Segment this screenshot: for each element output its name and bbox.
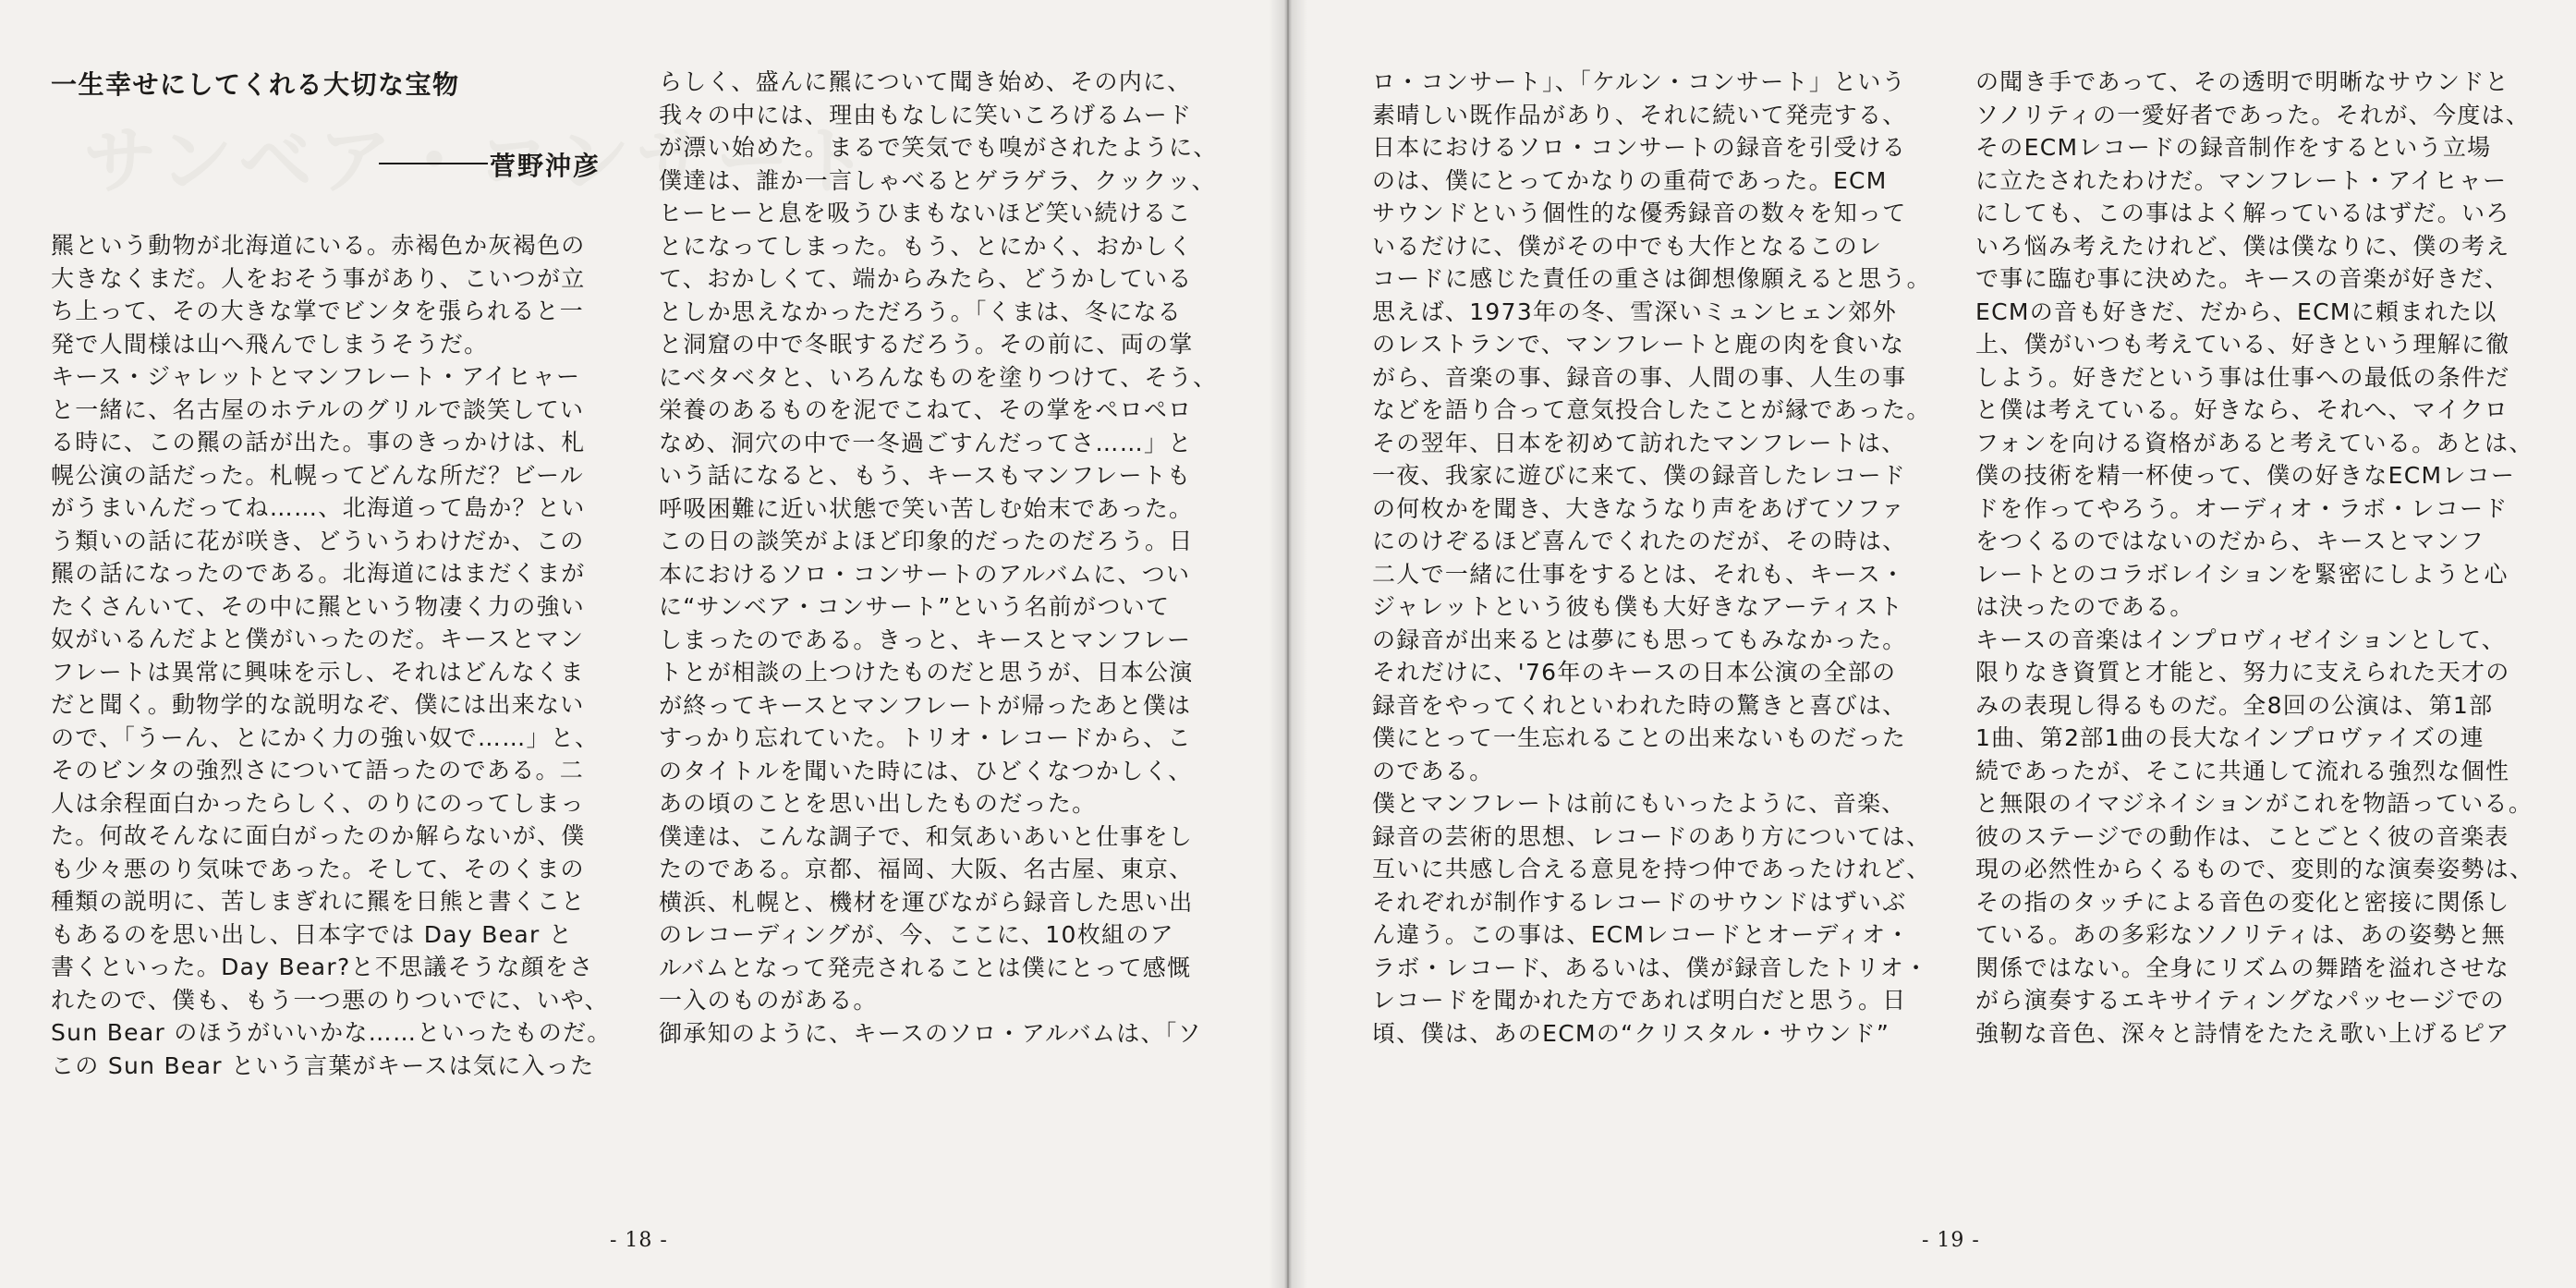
- text-line: いう話になると、もう、キースもマンフレートも: [659, 462, 1192, 489]
- text-line: などを語り合って意気投合したことが縁であった。: [1372, 396, 1931, 423]
- text-line: 現の必然性からくるもので、変則的な演奏姿勢は、: [1975, 856, 2534, 882]
- text-line: に“サンベア・コンサート”という名前がついて: [659, 593, 1171, 620]
- text-line: の何枚かを聞き、大きなうなり声をあげてソファ: [1372, 494, 1906, 522]
- text-line: みの表現し得るものだ。全8回の公演は、第1部: [1975, 691, 2494, 719]
- text-line: 続であったが、そこに共通して流れる強烈な個性: [1975, 757, 2510, 784]
- text-line: とになってしまった。もう、とにかく、おかしく: [659, 232, 1194, 260]
- text-line: 関係ではない。全身にリズムの舞踏を溢れさせな: [1975, 954, 2510, 981]
- text-line: しまったのである。きっと、キースとマンフレー: [659, 626, 1192, 653]
- text-line: う類いの話に花が咲き、どういうわけだか、この: [51, 527, 585, 554]
- text-line: がら演奏するエキサイティングなパッセージでの: [1975, 987, 2505, 1014]
- author-dash-rule: [379, 163, 488, 164]
- left-column-2: [659, 66, 1218, 1050]
- text-line: ヒーヒーと息を吸うひまもないほど笑い続けるこ: [659, 200, 1192, 226]
- text-line: もあるのを思い出し、日本字では Day Bear と: [51, 920, 574, 948]
- text-line: た。何故そんなに面白がったのか解らないが、僕: [51, 822, 586, 849]
- text-line: て、おかしくて、端からみたら、どうかしている: [659, 265, 1193, 292]
- left-column-1: [51, 229, 612, 1082]
- text-line: がうまいんだってね……、北海道って島か？とい: [51, 494, 586, 521]
- text-line: で事に臨む事に決めた。キースの音楽が好きだ、: [1975, 265, 2509, 292]
- text-line: の録音が出来るとは夢にも思ってもみなかった。: [1372, 626, 1907, 653]
- text-line: 日本におけるソロ・コンサートの録音を引受ける: [1372, 134, 1907, 161]
- text-line: ECMの音も好きだ、だから、ECMに頼まれた以: [1975, 298, 2497, 325]
- text-line: フォンを向ける資格があると考えている。あとは、: [1975, 429, 2533, 456]
- text-line: も少々悪のり気味であった。そして、そのくまの: [51, 855, 585, 882]
- text-line: 録音の芸術的思想、レコードのあり方については、: [1372, 822, 1931, 850]
- text-line: 御承知のように、キースのソロ・アルバムは、「ソ: [659, 1019, 1202, 1047]
- text-line: ラボ・レコード、あるいは、僕が録音したトリオ・: [1372, 954, 1929, 981]
- text-line: ロ・コンサート」、「ケルン・コンサート」という: [1372, 68, 1907, 95]
- text-line: 本におけるソロ・コンサートのアルバムに、つい: [659, 560, 1191, 588]
- text-line: のである。: [1372, 757, 1494, 784]
- text-line: 種類の説明に、苦しまぎれに羆を日熊と書くこと: [51, 888, 586, 915]
- text-line: なめ、洞穴の中で一冬過ごすんだってさ……」と: [659, 429, 1193, 456]
- author-name: 菅野沖彦: [490, 151, 601, 181]
- text-line: 幌公演の話だった。札幌ってどんな所だ？ビール: [51, 461, 585, 489]
- text-line: のタイトルを聞いた時には、ひどくなつかしく、: [659, 757, 1193, 784]
- text-line: ジャレットという彼も僕も大好きなアーティスト: [1372, 593, 1904, 620]
- text-line: 僕達は、誰か一言しゃべるとゲラゲラ、クックッ、: [659, 166, 1216, 194]
- text-line: キース・ジャレットとマンフレート・アイヒャー: [51, 363, 581, 390]
- text-line: の聞き手であって、その透明で明晰なサウンドと: [1975, 68, 2509, 95]
- text-line: と無限のイマジネイションがこれを物語っている。: [1975, 790, 2533, 817]
- text-line: が漂い始めた。まるで笑気でも嗅がされたように、: [659, 134, 1218, 161]
- text-line: コードに感じた責任の重さは御想像願えると思う。: [1372, 265, 1931, 292]
- text-line: が終ってキースとマンフレートが帰ったあと僕は: [659, 691, 1192, 719]
- text-line: いろ悩み考えたけれど、僕は僕なりに、僕の考え: [1975, 232, 2510, 260]
- text-line: と僕は考えている。好きなら、それへ、マイクロ: [1975, 396, 2509, 423]
- text-line: 限りなき資質と才能と、努力に支えられた天才の: [1975, 659, 2510, 686]
- text-line: だと聞く。動物学的な説明なぞ、僕には出来ない: [51, 691, 585, 718]
- text-line: あの頃のことを思い出したものだった。: [659, 790, 1097, 817]
- text-line: 一夜、我家に遊びに来て、僕の録音したレコード: [1372, 462, 1907, 489]
- text-line: ので、「うーん、とにかく力の強い奴で……」と、: [51, 723, 600, 751]
- text-line: 頃、僕は、あのECMの“クリスタル・サウンド”: [1372, 1019, 1890, 1047]
- text-line: 彼のステージでの動作は、ことごとく彼の音楽表: [1975, 822, 2509, 850]
- text-line: のレストランで、マンフレートと鹿の肉を食いな: [1372, 331, 1905, 358]
- text-line: 書くといった。Day Bear?と不思議そうな顔をさ: [51, 954, 594, 980]
- text-line: 上、僕がいつも考えている、好きという理解に徹: [1975, 331, 2510, 358]
- text-line: たのである。京都、福岡、大阪、名古屋、東京、: [659, 856, 1194, 882]
- left-page: [0, 0, 1287, 1288]
- book-spine-gutter: [1269, 0, 1307, 1288]
- text-line: と洞窟の中で冬眠するだろう。その前に、両の掌: [659, 331, 1194, 358]
- text-line: 発で人間様は山へ飛んでしまうそうだ。: [51, 330, 489, 358]
- text-line: をつくるのではないのだから、キースとマンフ: [1975, 528, 2485, 554]
- text-line: 羆の話になったのである。北海道にはまだくまが: [51, 560, 586, 587]
- text-line: 横浜、札幌と、機材を運びながら録音した思い出: [659, 888, 1194, 916]
- page-number-left: - 18 -: [610, 1229, 668, 1252]
- text-line: 僕にとって一生忘れることの出来ないものだった: [1372, 724, 1907, 751]
- text-line: ソノリティの一愛好者であった。それが、今度は、: [1975, 101, 2531, 128]
- text-line: に立たされたわけだ。マンフレート・アイヒャー: [1975, 166, 2508, 194]
- text-line: にベタベタと、いろんなものを塗りつけて、そう、: [659, 363, 1218, 391]
- text-line: にしても、この事はよく解っているはずだ。いろ: [1975, 200, 2510, 226]
- essay-title: 一生幸せにしてくれる大切な宝物: [51, 69, 460, 100]
- text-line: 我々の中には、理由もなしに笑いころげるムード: [659, 101, 1193, 128]
- text-line: れたので、僕も、もう一つ悪のりついでに、いや、: [51, 986, 609, 1014]
- text-line: ている。あの多彩なソノリティは、あの姿勢と無: [1975, 921, 2507, 948]
- text-line: 思えば、1973年の冬、雪深いミュンヒェン郊外: [1372, 298, 1898, 325]
- text-line: Sun Bear のほうがいいかな……といったものだ。: [51, 1019, 612, 1046]
- text-line: は決ったのである。: [1975, 593, 2194, 620]
- text-line: 二人で一緒に仕事をするとは、それも、キース・: [1372, 560, 1906, 588]
- text-line: 録音をやってくれといわれた時の驚きと喜びは、: [1372, 691, 1907, 719]
- text-line: 奴がいるんだよと僕がいったのだ。キースとマン: [51, 626, 585, 652]
- text-line: レコードを聞かれた方であれば明白だと思う。日: [1372, 987, 1907, 1014]
- text-line: 大きなくまだ。人をおそう事があり、こいつが立: [51, 264, 586, 292]
- text-line: 強靭な音色、深々と詩情をたたえ歌い上げるピア: [1975, 1019, 2510, 1047]
- text-line: この日の談笑がよほど印象的だったのだろう。日: [659, 528, 1194, 554]
- text-line: としか思えなかっただろう。「くまは、冬になる: [659, 298, 1183, 325]
- text-line: フレートは異常に興味を示し、それはどんなくま: [51, 658, 585, 686]
- text-line: 僕達は、こんな調子で、和気あいあいと仕事をし: [659, 822, 1194, 850]
- text-line: 一入のものがある。: [659, 987, 878, 1014]
- text-line: しよう。好きだという事は仕事への最低の条件だ: [1975, 363, 2510, 391]
- text-line: それぞれが制作するレコードのサウンドはずいぶ: [1372, 888, 1907, 916]
- text-line: それだけに、'76年のキースの日本公演の全部の: [1372, 659, 1897, 686]
- right-column-2: [1975, 66, 2533, 1050]
- text-line: 呼吸困難に近い状態で笑い苦しむ始末であった。: [659, 494, 1194, 522]
- text-line: ん違う。この事は、ECMレコードとオーディオ・: [1372, 921, 1911, 948]
- text-line: キースの音楽はインプロヴィゼイションとして、: [1975, 626, 2507, 653]
- text-line: ドを作ってやろう。オーディオ・ラボ・レコード: [1975, 494, 2509, 522]
- text-line: 僕とマンフレートは前にもいったように、音楽、: [1372, 790, 1906, 817]
- text-line: る時に、この羆の話が出た。事のきっかけは、札: [51, 429, 586, 456]
- text-line: と一緒に、名古屋のホテルのグリルで談笑してい: [51, 395, 585, 423]
- text-line: レートとのコラボレイションを緊密にしようと心: [1975, 560, 2509, 588]
- text-line: 僕の技術を精一杯使って、僕の好きなECMレコー: [1975, 462, 2516, 489]
- text-line: たくさんいて、その中に羆という物凄く力の強い: [51, 592, 586, 620]
- text-line: その指のタッチによる音色の変化と密接に関係し: [1975, 888, 2510, 916]
- text-line: この Sun Bear という言葉がキースは気に入った: [51, 1051, 595, 1079]
- text-line: がら、音楽の事、録音の事、人間の事、人生の事: [1372, 363, 1907, 391]
- text-line: サウンドという個性的な優秀録音の数々を知って: [1372, 200, 1907, 226]
- text-line: 素晴しい既作品があり、それに続いて発売する、: [1372, 101, 1907, 128]
- text-line: すっかり忘れていた。トリオ・レコードから、こ: [659, 724, 1192, 751]
- text-line: のは、僕にとってかなりの重荷であった。ECM: [1372, 166, 1888, 194]
- text-line: 互いに共感し合える意見を持つ仲であったけれど、: [1372, 856, 1931, 882]
- text-line: その翌年、日本を初めて訪れたマンフレートは、: [1372, 429, 1906, 456]
- text-line: のレコーディングが、今、ここに、10枚組のア: [659, 921, 1174, 948]
- text-line: トとが相談の上つけたものだと思うが、日本公演: [659, 659, 1194, 686]
- text-line: ルバムとなって発売されることは僕にとって感慨: [659, 954, 1192, 981]
- text-line: そのビンタの強烈さについて語ったのである。二: [51, 757, 585, 784]
- right-page: [1289, 0, 2576, 1288]
- text-line: 人は余程面白かったらしく、のりにのってしまっ: [51, 789, 585, 817]
- text-line: らしく、盛んに羆について聞き始め、その内に、: [659, 68, 1192, 95]
- text-line: いるだけに、僕がその中でも大作となるこのレ: [1372, 232, 1883, 260]
- text-line: 羆という動物が北海道にいる。赤褐色か灰褐色の: [51, 232, 586, 259]
- right-column-1: [1372, 66, 1931, 1050]
- text-line: 1曲、第2部1曲の長大なインプロヴァイズの連: [1975, 724, 2485, 751]
- text-line: 栄養のあるものを泥でこねて、その掌をペロペロ: [659, 396, 1193, 423]
- text-line: そのECMレコードの録音制作をするという立場: [1975, 134, 2492, 161]
- text-line: にのけぞるほど喜んでくれたのだが、その時は、: [1372, 528, 1907, 554]
- text-line: ち上って、その大きな掌でビンタを張られると一: [51, 298, 585, 324]
- page-number-right: - 19 -: [1922, 1229, 1980, 1252]
